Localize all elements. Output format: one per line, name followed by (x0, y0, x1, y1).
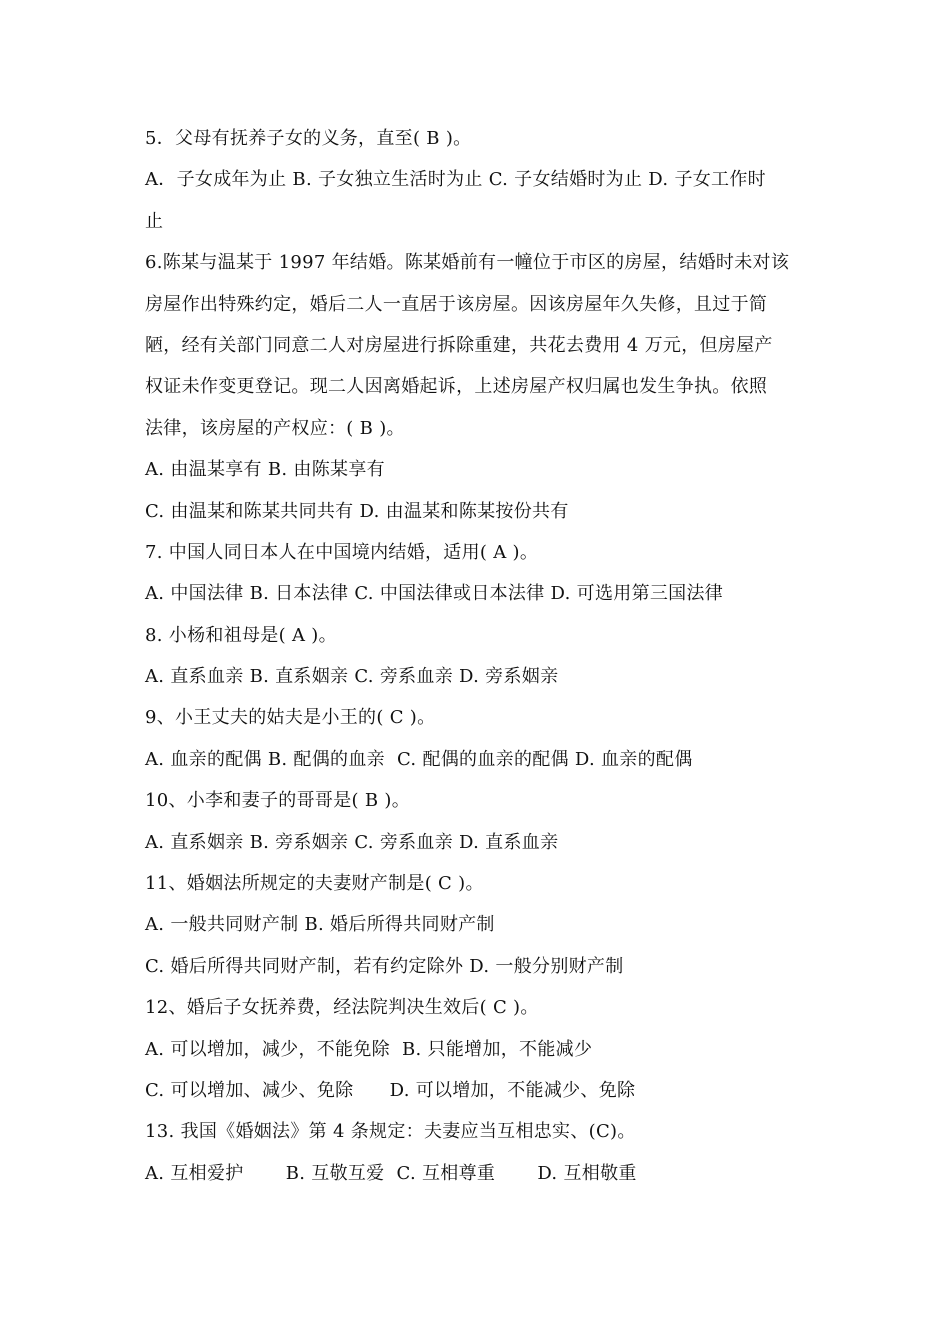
question-11-options-ab: A. 一般共同财产制 B. 婚后所得共同财产制 (145, 914, 495, 936)
question-6-stem-line-1: 6.陈某与温某于 1997 年结婚。陈某婚前有一幢位于市区的房屋，结婚时未对该 (145, 252, 790, 274)
question-10-stem: 10、小李和妻子的哥哥是( B )。 (145, 790, 411, 812)
question-text-block (145, 118, 825, 1194)
question-8-stem: 8. 小杨和祖母是( A )。 (145, 624, 337, 646)
question-13-stem: 13. 我国《婚姻法》第 4 条规定：夫妻应当互相忠实、(C)。 (145, 1121, 636, 1143)
question-7-stem: 7. 中国人同日本人在中国境内结婚，适用( A )。 (145, 541, 539, 563)
question-6-stem-line-3: 陋，经有关部门同意二人对房屋进行拆除重建，共花去费用 4 万元，但房屋产 (145, 334, 773, 356)
question-6-stem-line-5: 法律，该房屋的产权应：( B )。 (145, 417, 405, 439)
question-11-stem: 11、婚姻法所规定的夫妻财产制是( C )。 (145, 873, 484, 895)
question-12-stem: 12、婚后子女抚养费，经法院判决生效后( C )。 (145, 997, 539, 1019)
question-6-stem-line-2: 房屋作出特殊约定，婚后二人一直居于该房屋。因该房屋年久失修，且过于简 (145, 293, 768, 315)
question-6-stem-line-4: 权证未作变更登记。现二人因离婚起诉，上述房屋产权归属也发生争执。依照 (145, 376, 768, 398)
question-12-options-cd: C. 可以增加、减少、免除 D. 可以增加，不能减少、免除 (145, 1079, 636, 1101)
question-5-stem: 5．父母有抚养子女的义务，直至( B )。 (145, 128, 472, 149)
question-6-options-ab: A. 由温某享有 B. 由陈某享有 (145, 459, 385, 481)
question-8-options: A. 直系血亲 B. 直系姻亲 C. 旁系血亲 D. 旁系姻亲 (145, 666, 559, 688)
question-5-options-continued: 止 (145, 210, 164, 232)
question-9-stem: 9、小王丈夫的姑夫是小王的( C )。 (145, 707, 436, 729)
question-11-options-cd: C. 婚后所得共同财产制，若有约定除外 D. 一般分别财产制 (145, 955, 624, 977)
question-9-options: A. 血亲的配偶 B. 配偶的血亲 C. 配偶的血亲的配偶 D. 血亲的配偶 (145, 748, 693, 770)
question-6-options-cd: C. 由温某和陈某共同共有 D. 由温某和陈某按份共有 (145, 500, 569, 522)
question-13-options: A. 互相爱护 B. 互敬互爱 C. 互相尊重 D. 互相敬重 (145, 1162, 637, 1184)
question-12-options-ab: A. 可以增加，减少，不能免除 B. 只能增加，不能减少 (145, 1038, 593, 1060)
question-7-options: A. 中国法律 B. 日本法律 C. 中国法律或日本法律 D. 可选用第三国法律 (145, 583, 724, 605)
question-10-options: A. 直系姻亲 B. 旁系姻亲 C. 旁系血亲 D. 直系血亲 (145, 831, 559, 853)
question-5-options: A．子女成年为止 B. 子女独立生活时为止 C. 子女结婚时为止 D. 子女工作时 (145, 169, 766, 191)
